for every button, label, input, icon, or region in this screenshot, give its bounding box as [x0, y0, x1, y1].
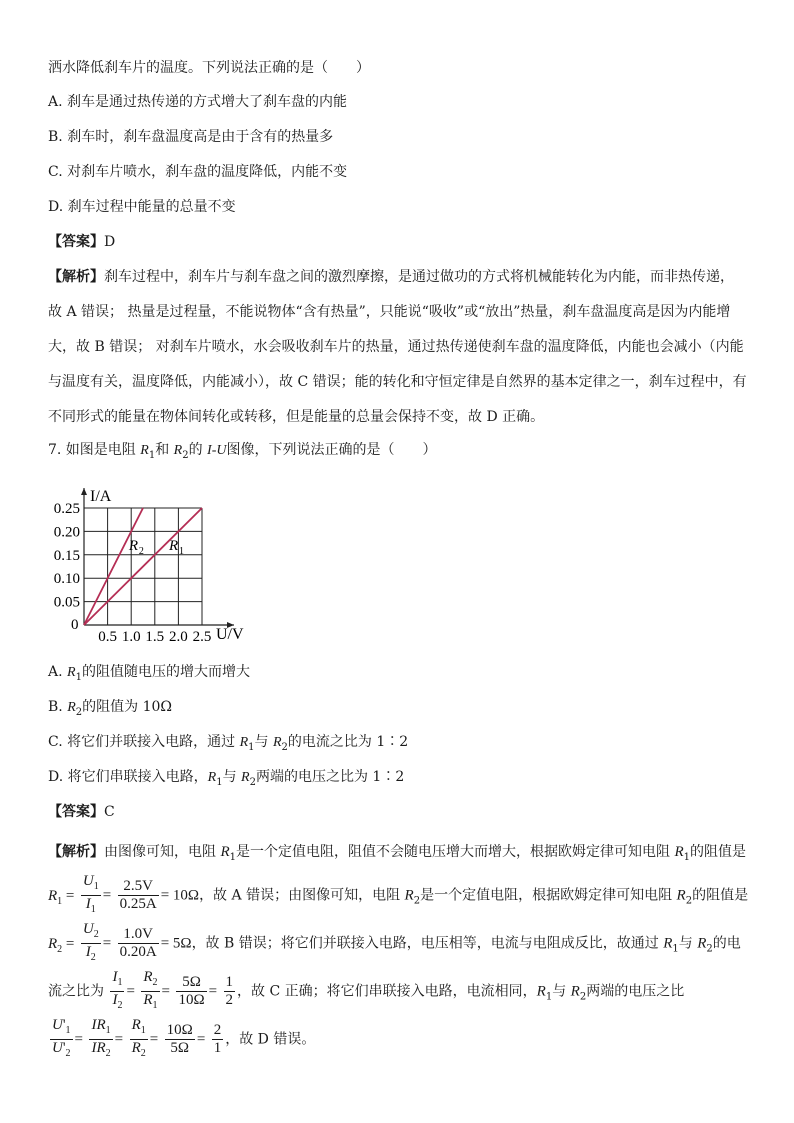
x-tick-label: 0.5: [98, 629, 117, 645]
q6-option-d: D. 刹车过程中能量的总量不变: [48, 199, 236, 215]
y-tick-label: 0.20: [53, 524, 80, 541]
q6-stem: 洒水降低刹车片的温度。下列说法正确的是（ ）: [48, 60, 370, 76]
q6-option-b: B. 刹车时，刹车盘温度高是由于含有的热量多: [48, 129, 334, 145]
q7-analysis-line-5: $\frac{U'_1}{U'_2}$ = $\frac{IR_1}{IR_2}$ = $\frac{R_1}{R_2}$ = $\frac{10\Omega}{5\Omega}$ = $\frac{2}{1}$ ，故 D 错误。: [52, 1017, 316, 1059]
series-label-r2: R: [128, 538, 139, 555]
q6-analysis-line-1: [48, 267, 734, 287]
q7-option-c: C. 将它们并联接入电路，通过 $R_1$与 $R_2$的电流之比为 1∶2: [48, 734, 409, 753]
chart-axes: [81, 488, 244, 643]
q6-answer: [48, 232, 115, 252]
analysis-label: 【解析】: [48, 269, 104, 285]
series-label-sub: 1: [178, 546, 184, 558]
q6-option-c: C. 对刹车片喷水，刹车盘的温度降低，内能不变: [48, 164, 348, 180]
x-tick-label: 1.5: [145, 629, 165, 645]
q6-analysis-line-2: 故 A 错误； 热量是过程量，不能说物体“含有热量”，只能说“吸收”或“放出”热量，刹车盘温度高是因为内能增: [48, 304, 731, 320]
answer-value: D: [104, 234, 116, 250]
series-line-r2: [84, 508, 143, 625]
answer-label: 【答案】: [48, 804, 104, 820]
q6-analysis-line-4: 与温度有关，温度降低，内能减小），故 C 错误；能的转化和守恒定律是自然界的基本定律之一，刹车过程中，有: [48, 374, 747, 390]
origin-label: 0: [71, 617, 79, 633]
series-label-sub: 2: [138, 546, 144, 558]
series-line-r1: [84, 508, 202, 625]
q7-analysis-line-4: 流之比为 $\frac{I_1}{I_2}$ = $\frac{R_2}{R_1}$ = $\frac{5\Omega}{10\Omega}$ = $\frac{1}{2}$ ，故 C 正确；将它们串联接入电路，电流相同，$R_1$与 $R_2$两端的电压之比: [48, 969, 685, 1011]
q7-option-a: A. $R_1$的阻值随电压的增大而增大: [48, 664, 250, 683]
q7-option-d: D. 将它们串联接入电路，$R_1$与 $R_2$两端的电压之比为 1∶2: [48, 769, 405, 788]
q6-analysis-line-5: 不同形式的能量在物体间转化或转移，但是能量的总量会保持不变，故 D 正确。: [48, 409, 545, 425]
q7-analysis-line-3: $R_2$ = $\frac{U_2}{I_2}$ = $\frac{1.0V}{0.20A}$ = 5Ω，故 B 错误；将它们并联接入电路，电压相等，电流与电阻成反比，故通过 $R_1$与 $R_2$的电: [48, 921, 741, 963]
answer-label: 【答案】: [48, 234, 104, 250]
y-tick-label: 0.05: [53, 594, 80, 611]
chart-series: [84, 508, 202, 625]
q7-answer: [48, 802, 115, 822]
q7-option-b: B. $R_2$的阻值为 10Ω: [48, 699, 173, 718]
q7-analysis-line-2: $R_1$ = $\frac{U_1}{I_1}$ = $\frac{2.5V}{0.25A}$ = 10Ω，故 A 错误；由图像可知，电阻 $R_2$是一个定值电阻，根据欧姆定律可知电阻 $R_2$的阻值是: [48, 873, 749, 915]
x-axis-label: U/V: [216, 626, 244, 643]
y-axis-arrow-icon: [81, 488, 87, 495]
q6-option-a: A. 刹车是通过热传递的方式增大了刹车盘的内能: [48, 94, 348, 110]
x-tick-label: 1.0: [121, 629, 141, 645]
q7-stem: 7. 如图是电阻 $R_1$和 $R_2$的 I-U图像，下列说法正确的是（ ）: [48, 442, 437, 461]
x-tick-label: 2.0: [169, 629, 188, 645]
q6-analysis-line-3: 大，故 B 错误； 对刹车片喷水，水会吸收刹车片的热量，通过热传递使刹车盘的温度降低，内能也会减小（内能: [48, 339, 744, 355]
q7-analysis-line-1: 【解析】由图像可知，电阻 $R_1$是一个定值电阻，阻值不会随电压增大而增大，根据欧姆定律可知电阻 $R_1$的阻值是: [48, 844, 746, 863]
y-axis-label: I/A: [90, 488, 112, 505]
y-tick-label: 0.15: [53, 547, 80, 564]
y-tick-label: 0.10: [53, 571, 80, 588]
x-tick-label: 2.5: [192, 629, 212, 645]
analysis-text: 刹车过程中，刹车片与刹车盘之间的激烈摩擦，是通过做功的方式将机械能转化为内能，而非热传递，: [104, 269, 734, 285]
y-tick-label: 0.25: [53, 501, 80, 517]
iu-chart: [44, 470, 264, 650]
series-label-r1: R: [168, 538, 179, 555]
answer-value: C: [104, 804, 115, 820]
